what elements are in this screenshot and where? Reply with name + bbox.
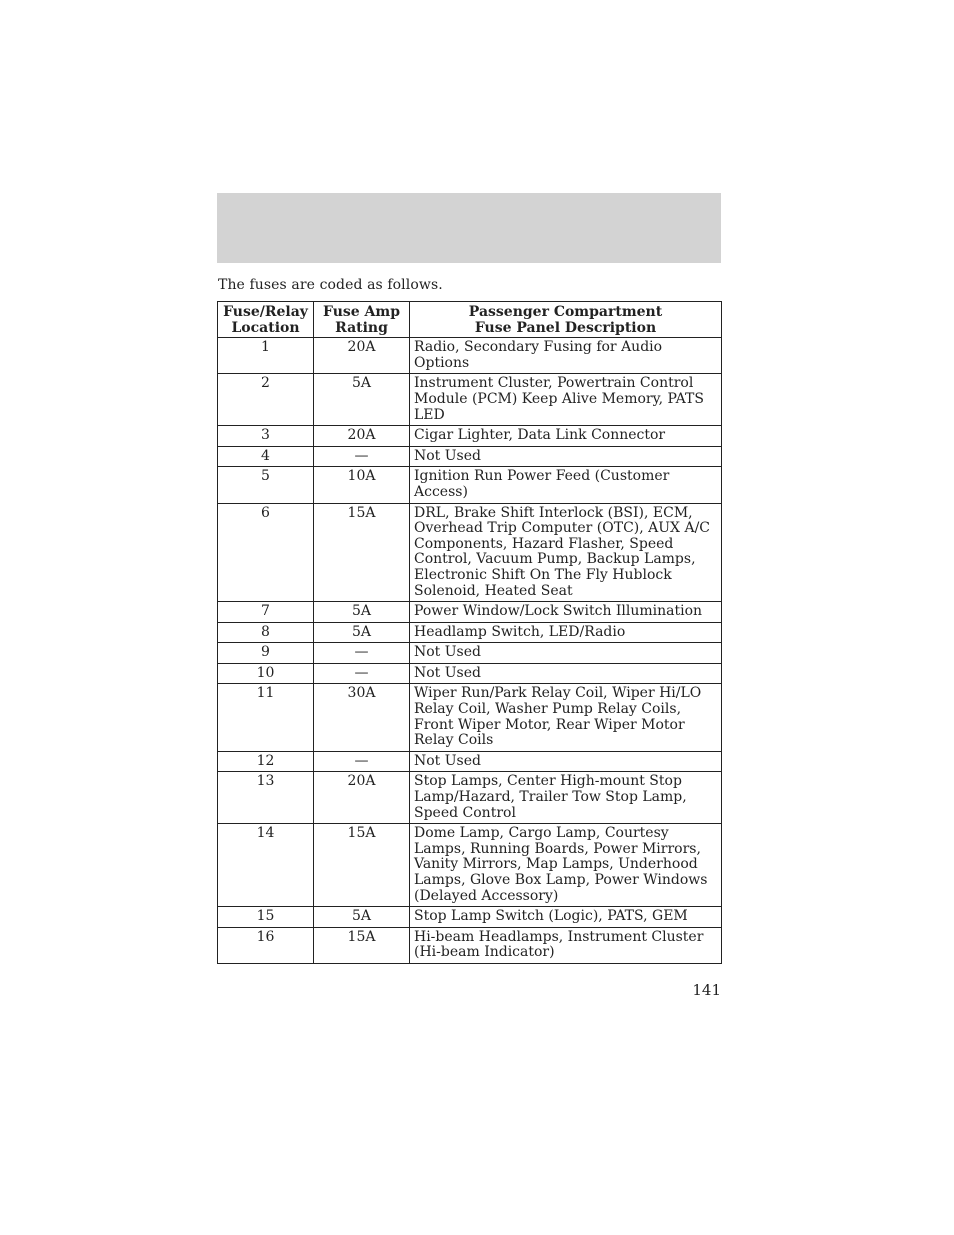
- table-row: [218, 426, 722, 447]
- fuse-location-cell: 5: [218, 467, 314, 503]
- fuse-amp-cell: 15A: [314, 503, 410, 602]
- fuse-description-cell: Hi-beam Headlamps, Instrument Cluster (Hi-beam Indicator): [410, 927, 722, 963]
- fuse-location-cell: 15: [218, 907, 314, 928]
- section-header-band: [217, 193, 721, 263]
- fuse-amp-cell: 20A: [314, 772, 410, 824]
- header-amp-rating: Fuse Amp Rating: [314, 302, 410, 338]
- header-description: Passenger Compartment Fuse Panel Description: [410, 302, 722, 338]
- fuse-location-cell: 11: [218, 684, 314, 751]
- fuse-description-cell: Not Used: [410, 751, 722, 772]
- fuse-description-cell: Stop Lamps, Center High-mount Stop Lamp/Hazard, Trailer Tow Stop Lamp, Speed Control: [410, 772, 722, 824]
- fuse-amp-cell: —: [314, 446, 410, 467]
- fuse-description-cell: Not Used: [410, 446, 722, 467]
- table-row: [218, 602, 722, 623]
- fuse-location-cell: 10: [218, 663, 314, 684]
- table-row: [218, 751, 722, 772]
- fuse-table: [217, 301, 722, 964]
- table-row: [218, 824, 722, 907]
- table-row: [218, 907, 722, 928]
- fuse-location-cell: 3: [218, 426, 314, 447]
- fuse-location-cell: 9: [218, 643, 314, 664]
- fuse-amp-cell: 30A: [314, 684, 410, 751]
- table-header-row: [218, 302, 722, 338]
- fuse-description-cell: Dome Lamp, Cargo Lamp, Courtesy Lamps, Running Boards, Power Mirrors, Vanity Mirrors, Map Lamps, Underhood Lamps, Glove Box Lamp, Power Windows (Delayed Accessory): [410, 824, 722, 907]
- fuse-location-cell: 13: [218, 772, 314, 824]
- fuse-amp-cell: 20A: [314, 338, 410, 374]
- fuse-location-cell: 1: [218, 338, 314, 374]
- table-row: [218, 663, 722, 684]
- fuse-location-cell: 8: [218, 622, 314, 643]
- table-row: [218, 503, 722, 602]
- table-row: [218, 684, 722, 751]
- fuse-description-cell: Power Window/Lock Switch Illumination: [410, 602, 722, 623]
- fuse-description-cell: Radio, Secondary Fusing for Audio Options: [410, 338, 722, 374]
- fuse-description-cell: DRL, Brake Shift Interlock (BSI), ECM, Overhead Trip Computer (OTC), AUX A/C Components, Hazard Flasher, Speed Control, Vacuum Pump, Backup Lamps, Electronic Shift On The Fly Hublock Solenoid, Heated Seat: [410, 503, 722, 602]
- fuse-location-cell: 14: [218, 824, 314, 907]
- fuse-amp-cell: 10A: [314, 467, 410, 503]
- table-row: [218, 338, 722, 374]
- fuse-amp-cell: —: [314, 751, 410, 772]
- table-row: [218, 622, 722, 643]
- intro-text: The fuses are coded as follows.: [218, 277, 443, 293]
- header-location: Fuse/Relay Location: [218, 302, 314, 338]
- fuse-amp-cell: 20A: [314, 426, 410, 447]
- fuse-location-cell: 4: [218, 446, 314, 467]
- fuse-location-cell: 12: [218, 751, 314, 772]
- fuse-description-cell: Stop Lamp Switch (Logic), PATS, GEM: [410, 907, 722, 928]
- page-number: 141: [692, 981, 721, 999]
- table-row: [218, 643, 722, 664]
- fuse-amp-cell: —: [314, 643, 410, 664]
- table-row: [218, 446, 722, 467]
- fuse-description-cell: Instrument Cluster, Powertrain Control Module (PCM) Keep Alive Memory, PATS LED: [410, 374, 722, 426]
- fuse-description-cell: Wiper Run/Park Relay Coil, Wiper Hi/LO Relay Coil, Washer Pump Relay Coils, Front Wiper Motor, Rear Wiper Motor Relay Coils: [410, 684, 722, 751]
- fuse-amp-cell: —: [314, 663, 410, 684]
- table-body: [218, 338, 722, 964]
- fuse-amp-cell: 15A: [314, 927, 410, 963]
- table-row: [218, 927, 722, 963]
- table-row: [218, 772, 722, 824]
- fuse-amp-cell: 5A: [314, 907, 410, 928]
- fuse-description-cell: Headlamp Switch, LED/Radio: [410, 622, 722, 643]
- fuse-description-cell: Cigar Lighter, Data Link Connector: [410, 426, 722, 447]
- fuse-location-cell: 6: [218, 503, 314, 602]
- fuse-description-cell: Ignition Run Power Feed (Customer Access): [410, 467, 722, 503]
- fuse-location-cell: 2: [218, 374, 314, 426]
- table-row: [218, 374, 722, 426]
- fuse-amp-cell: 5A: [314, 602, 410, 623]
- fuse-description-cell: Not Used: [410, 643, 722, 664]
- fuse-location-cell: 16: [218, 927, 314, 963]
- fuse-amp-cell: 5A: [314, 622, 410, 643]
- fuse-amp-cell: 5A: [314, 374, 410, 426]
- fuse-amp-cell: 15A: [314, 824, 410, 907]
- fuse-location-cell: 7: [218, 602, 314, 623]
- table-row: [218, 467, 722, 503]
- fuse-description-cell: Not Used: [410, 663, 722, 684]
